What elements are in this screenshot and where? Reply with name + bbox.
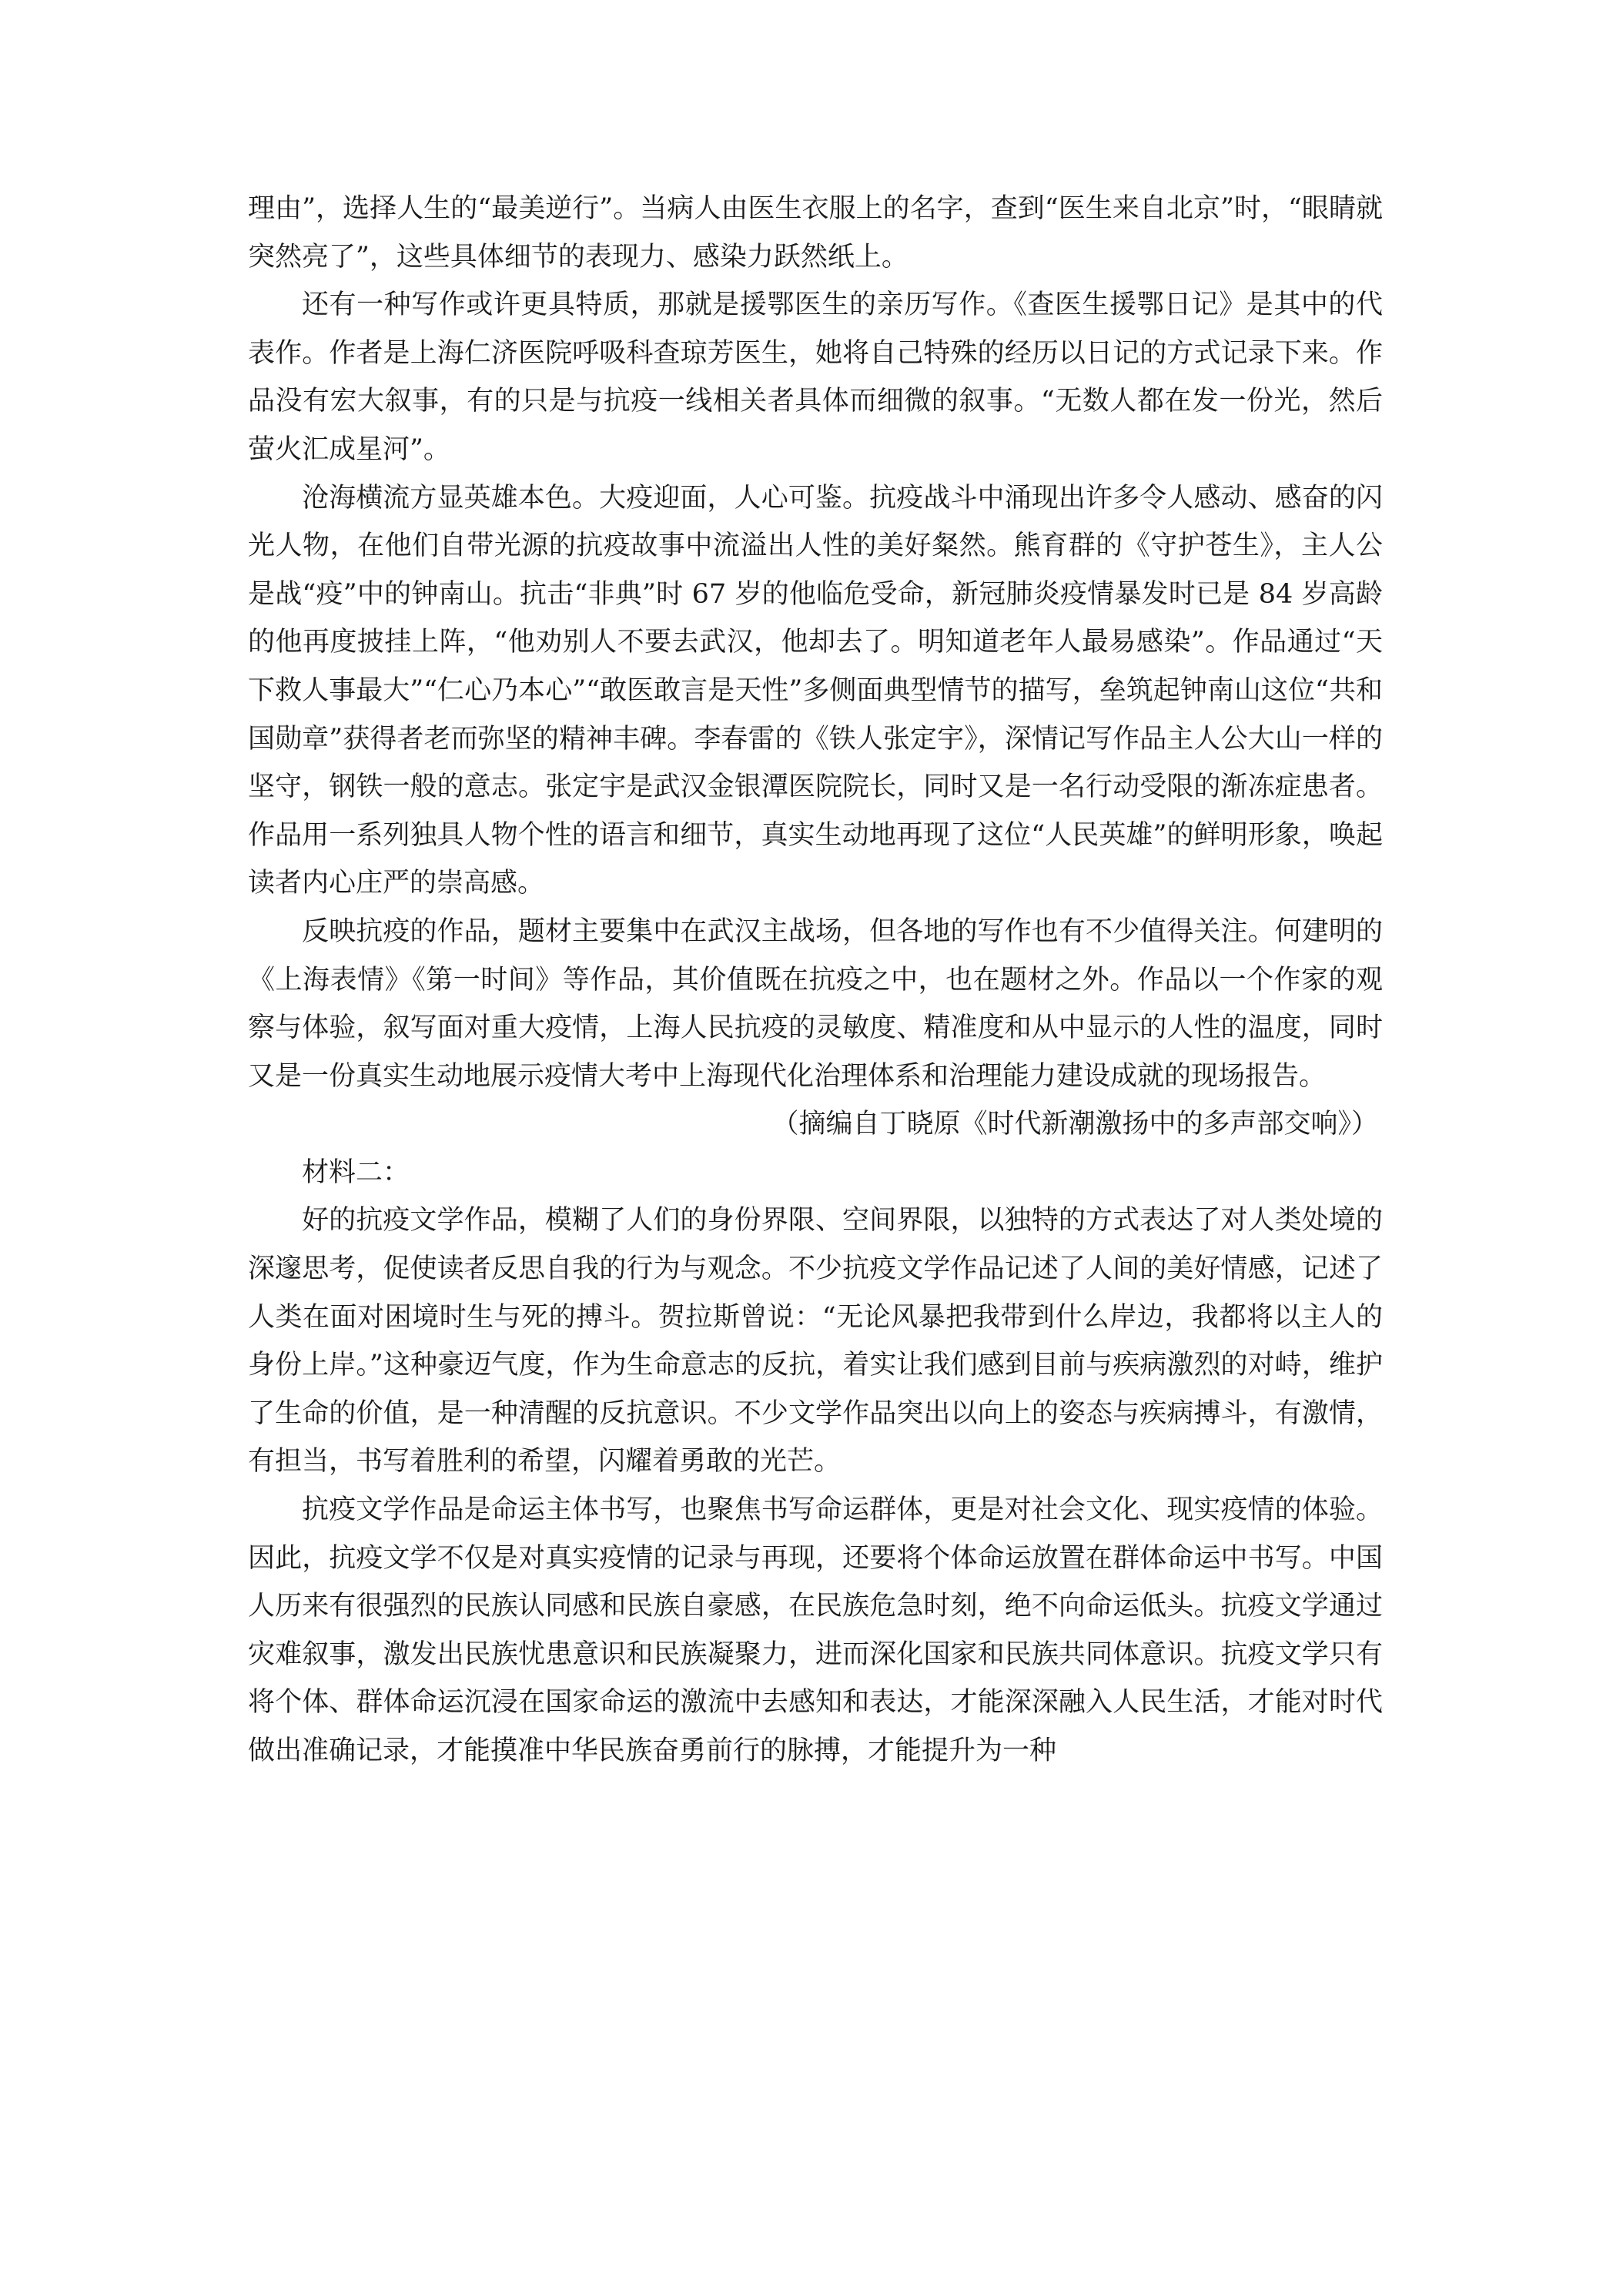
article-body — [248, 185, 1383, 1776]
source-citation: （摘编自丁晓原《时代新潮激扬中的多声部交响》） — [771, 1109, 1378, 1140]
paragraph-good-works: 好的抗疫文学作品，模糊了人们的身份界限、空间界限，以独特的方式表达了对人类处境的深邃思考，促使读者反思自我的行为与观念。不少抗疫文学作品记述了人间的美好情感，记述了人类在面对困境时生与死的搏斗。贺拉斯曾说：“无论风暴把我带到什么岸边，我都将以主人的身份上岸。”这种豪迈气度，作为生命意志的反抗，着实让我们感到目前与疾病激烈的对峙，维护了生命的价值，是一种清醒的反抗意识。不少文学作品突出以向上的姿态与疾病搏斗，有激情，有担当，书写着胜利的希望，闪耀着勇敢的光芒。 — [248, 1205, 1383, 1478]
paragraph-diary-writing: 还有一种写作或许更具特质，那就是援鄂医生的亲历写作。《查医生援鄂日记》是其中的代表作。作者是上海仁济医院呼吸科查琼芳医生，她将自己特殊的经历以日记的方式记录下来。作品没有宏大叙事，有的只是与抗疫一线相关者具体而细微的叙事。“无数人都在发一份光，然后萤火汇成星河”。 — [248, 290, 1383, 465]
paragraph-continuation: 理由”，选择人生的“最美逆行”。当病人由医生衣服上的名字，查到“医生来自北京”时，“眼睛就突然亮了”，这些具体细节的表现力、感染力跃然纸上。 — [248, 193, 1383, 273]
paragraph-heroes: 沧海横流方显英雄本色。大疫迎面，人心可鉴。抗疫战斗中涌现出许多令人感动、感奋的闪光人物，在他们自带光源的抗疫故事中流溢出人性的美好粲然。熊育群的《守护苍生》，主人公是战“疫”中的钟南山。抗击“非典”时 67 岁的他临危受命，新冠肺炎疫情暴发时已是 84 岁高龄的他再度披挂上阵，“他劝别人不要去武汉，他却去了。明知道老年人最易感染”。作品通过“天下救人事最大”“仁心乃本心”“敢医敢言是天性”多侧面典型情节的描写，垒筑起钟南山这位“共和国勋章”获得者老而弥坚的精神丰碑。李春雷的《铁人张定宇》，深情记写作品主人公大山一样的坚守，钢铁一般的意志。张定宇是武汉金银潭医院院长，同时又是一名行动受限的渐冻症患者。作品用一系列独具人物个性的语言和细节，真实生动地再现了这位“人民英雄”的鲜明形象，唤起读者内心庄严的崇高感。 — [248, 482, 1383, 899]
paragraph-regional-writing: 反映抗疫的作品，题材主要集中在武汉主战场，但各地的写作也有不少值得关注。何建明的《上海表情》《第一时间》等作品，其价值既在抗疫之中，也在题材之外。作品以一个作家的观察与体验，叙写面对重大疫情，上海人民抗疫的灵敏度、精准度和从中显示的人性的温度，同时又是一份真实生动地展示疫情大考中上海现代化治理体系和治理能力建设成就的现场报告。 — [248, 915, 1383, 1092]
paragraph-collective-fate: 抗疫文学作品是命运主体书写，也聚焦书写命运群体，更是对社会文化、现实疫情的体验。因此，抗疫文学不仅是对真实疫情的记录与再现，还要将个体命运放置在群体命运中书写。中国人历来有很强烈的民族认同感和民族自豪感，在民族危急时刻，绝不向命运低头。抗疫文学通过灾难叙事，激发出民族忧患意识和民族凝聚力，进而深化国家和民族共同体意识。抗疫文学只有将个体、群体命运沉浸在国家命运的激流中去感知和表达，才能深深融入人民生活，才能对时代做出准确记录，才能摸准中华民族奋勇前行的脉搏，才能提升为一种 — [248, 1494, 1383, 1766]
material-two-heading: 材料二： — [302, 1156, 410, 1188]
